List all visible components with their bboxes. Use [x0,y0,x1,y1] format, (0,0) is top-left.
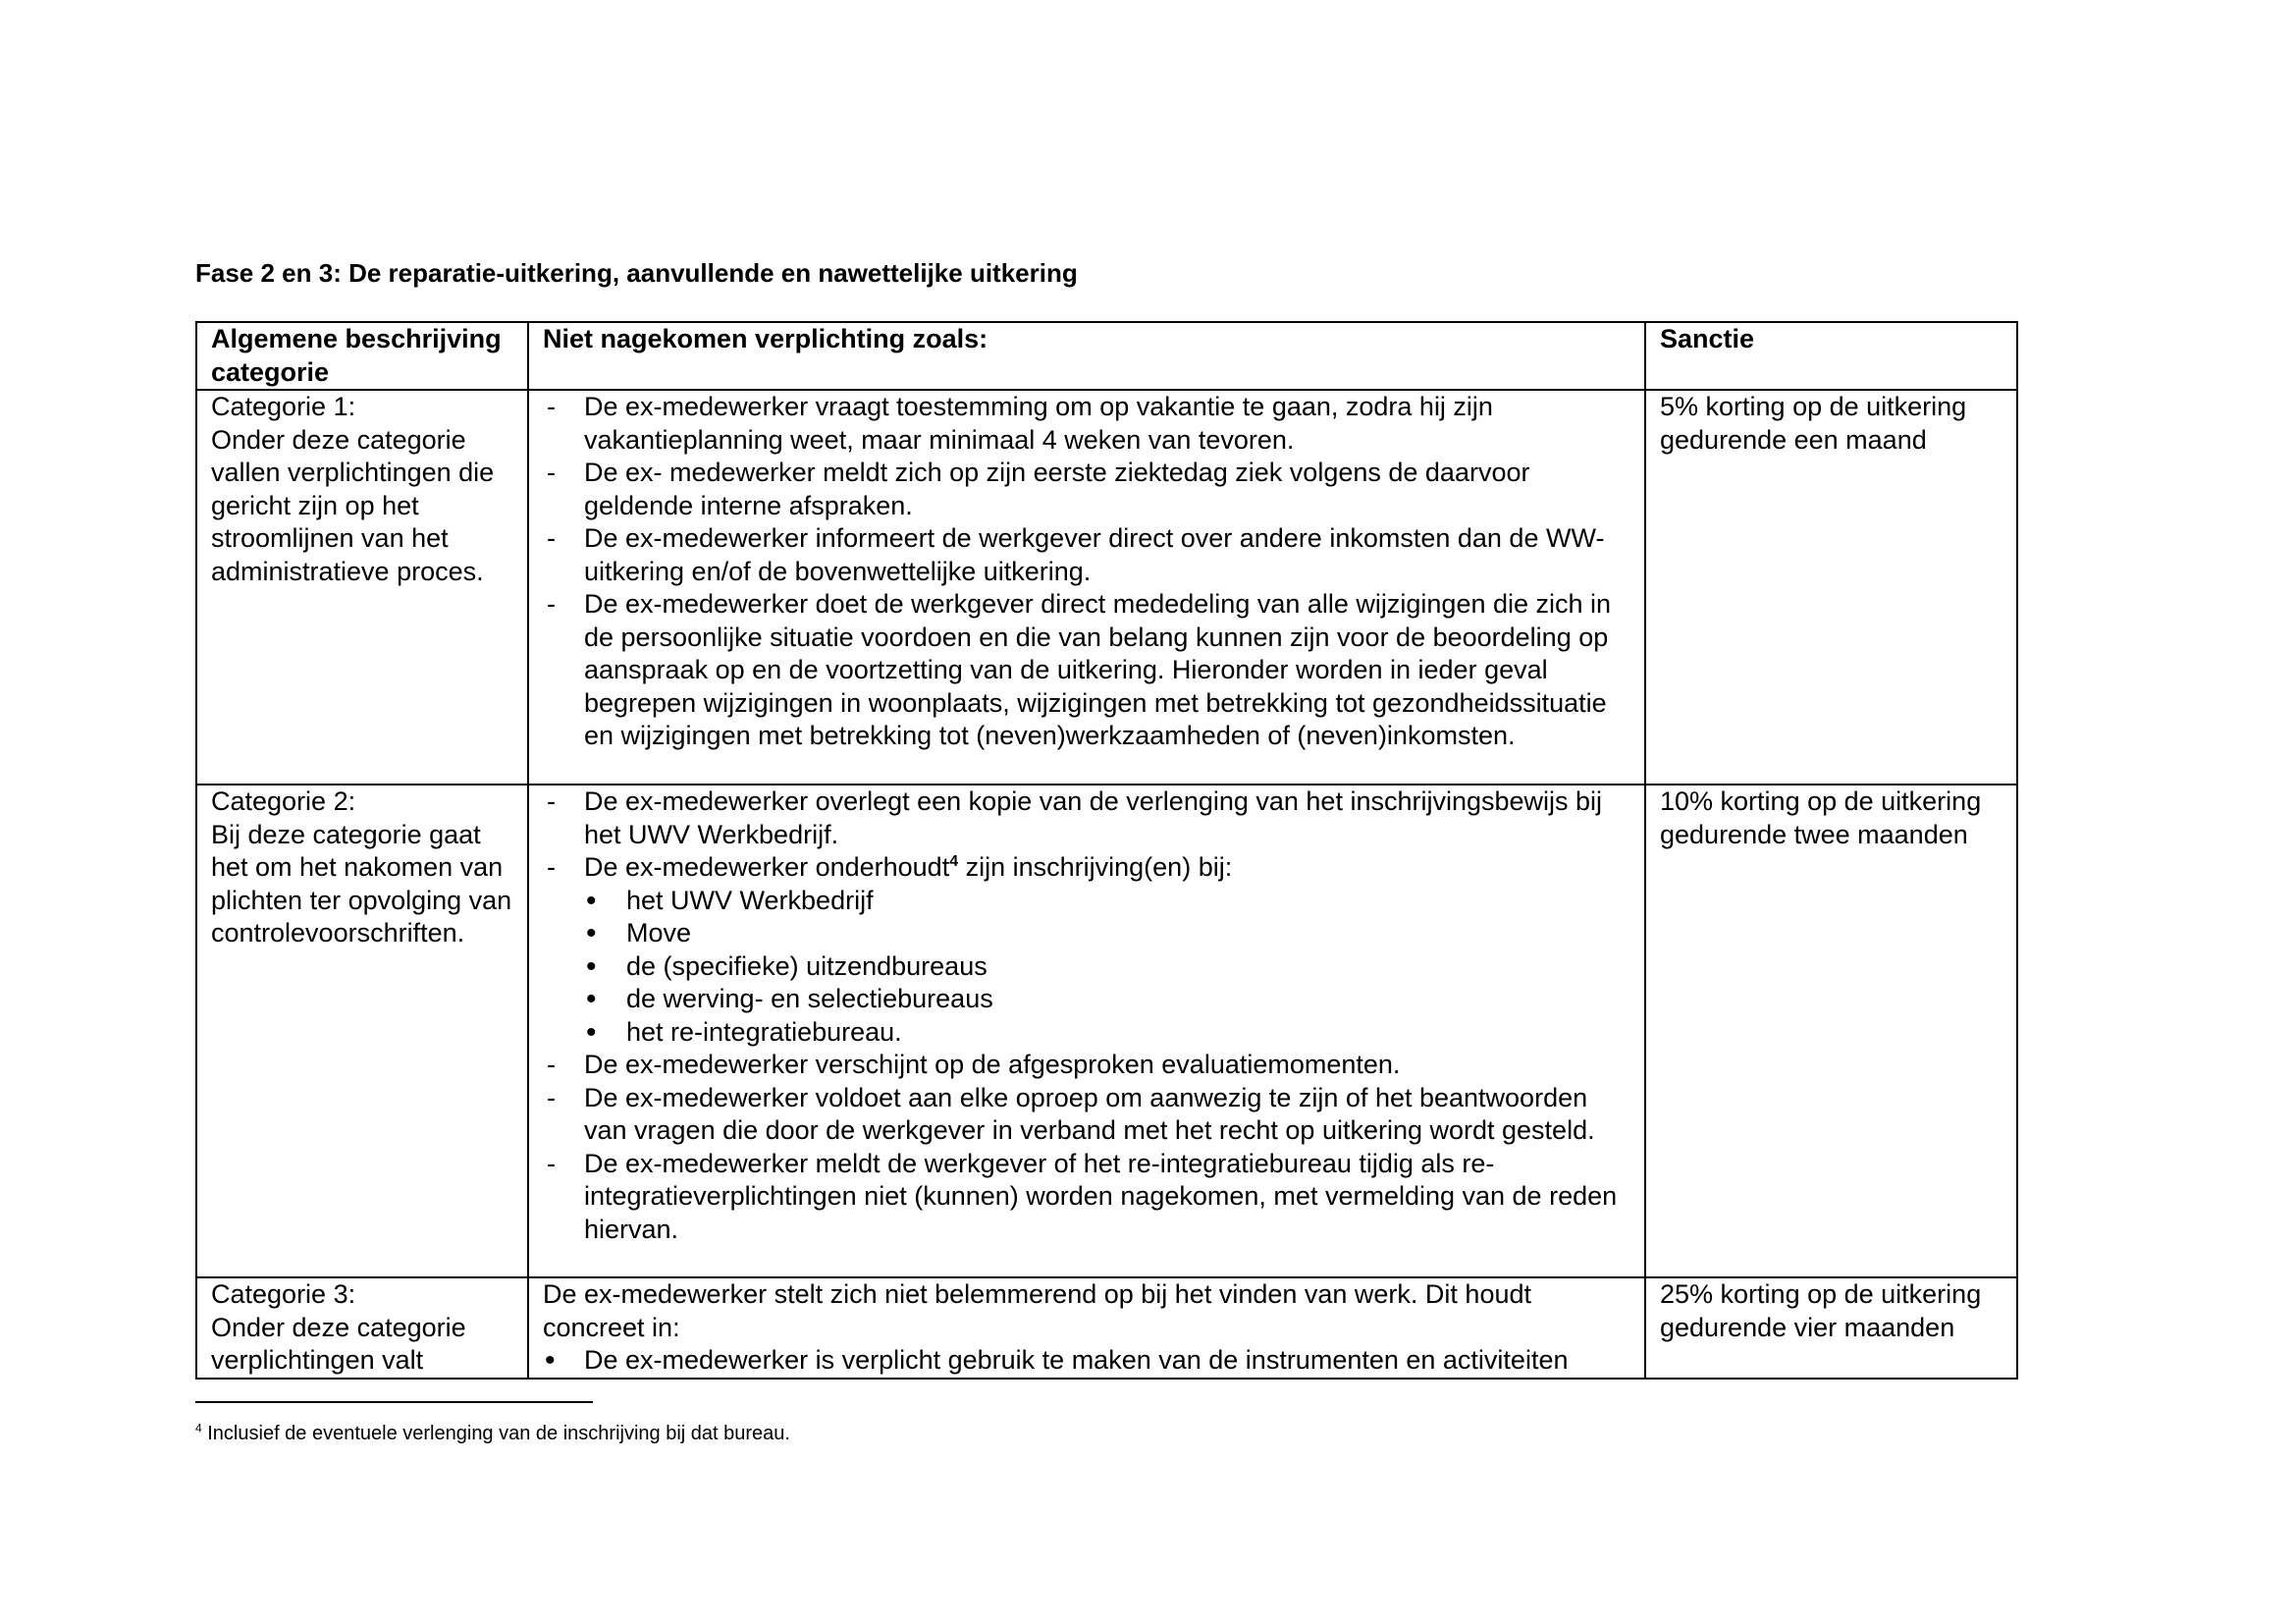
list-item: • het UWV Werkbedrijf [543,885,1630,918]
page-title: Fase 2 en 3: De reparatie-uitkering, aanvullende en nawettelijke uitkering [195,258,1078,288]
category-label: Categorie 1: [211,392,356,421]
obligation-cell [528,785,1645,1277]
footnote-reference: 4 [949,853,959,870]
table-row [196,390,2017,785]
footnote-separator [195,1401,593,1403]
sanction-table [195,321,2018,1380]
list-item: - De ex-medewerker voldoet aan elke oproep om aanwezig te zijn of het beantwoorden van vragen die door de werkgever in verband met het recht op uitkering wordt gesteld. [543,1082,1630,1148]
list-item: - De ex-medewerker overlegt een kopie van de verlenging van het inschrijvingsbewijs bij het UWV Werkbedrijf. [543,785,1630,851]
category-cell [196,1277,528,1379]
list-item: - De ex-medewerker meldt de werkgever of het re-integratiebureau tijdig als re-integratieverplichtingen niet (kunnen) worden nagekomen, met vermelding van de reden hiervan. [543,1148,1630,1247]
list-item: - De ex-medewerker doet de werkgever direct mededeling van alle wijzigingen die zich in de persoonlijke situatie voordoen en die van belang kunnen zijn voor de beoordeling op aanspraak op en de voortzetting van de uitkering. Hieronder worden in ieder geval begrepen wijzigingen in woonplaats, wijzigingen met betrekking tot gezondheidssituatie en wijzigingen met betrekking tot (neven)werkzaamheden of (neven)inkomsten. [543,588,1630,753]
list-item [543,851,1630,1049]
list-item: • Move [543,917,1630,950]
category-cell [196,390,528,785]
header-obligation: Niet nagekomen verplichting zoals: [528,322,1645,390]
sanction-cell: 5% korting op de uitkering gedurende een maand [1645,390,2017,785]
category-cell [196,785,528,1277]
header-sanction: Sanctie [1645,322,2017,390]
list-item: • het re-integratiebureau. [543,1016,1630,1050]
category-label: Categorie 2: [211,786,356,816]
list-item: - De ex-medewerker informeert de werkgever direct over andere inkomsten dan de WW-uitkering en/of de bovenwettelijke uitkering. [543,522,1630,588]
footnote-number: 4 [195,1421,202,1435]
sanction-cell: 10% korting op de uitkering gedurende twee maanden [1645,785,2017,1277]
obligation-list [543,1344,1630,1378]
list-item: • de (specifieke) uitzendbureaus [543,950,1630,984]
category-description: Onder deze categorie verplichtingen valt [211,1312,466,1375]
category-description: Bij deze categorie gaat het om het nakomen van plichten ter opvolging van controlevoorschriften. [211,819,512,947]
obligation-list [543,785,1630,1246]
obligation-text: De ex-medewerker onderhoudt [584,852,950,882]
sanction-cell: 25% korting op de uitkering gedurende vier maanden [1645,1277,2017,1379]
footnote-text: Inclusief de eventuele verlenging van de inschrijving bij dat bureau. [207,1423,790,1444]
list-item: - De ex- medewerker meldt zich op zijn eerste ziektedag ziek volgens de daarvoor geldende interne afspraken. [543,457,1630,522]
obligation-cell [528,390,1645,785]
obligation-list [543,391,1630,753]
list-item: • De ex-medewerker is verplicht gebruik te maken van de instrumenten en activiteiten [543,1344,1630,1378]
obligation-intro: De ex-medewerker stelt zich niet belemmerend op bij het vinden van werk. Dit houdt concreet in: [543,1279,1531,1342]
table-header-row [196,322,2017,390]
header-category: Algemene beschrijving categorie [196,322,528,390]
sub-bullet-list [543,885,1630,1050]
category-description: Onder deze categorie vallen verplichtingen die gericht zijn op het stroomlijnen van het administratieve proces. [211,424,495,586]
obligation-cell [528,1277,1645,1379]
obligation-text: zijn inschrijving(en) bij: [958,852,1233,882]
footnote [195,1421,790,1446]
list-item: - De ex-medewerker verschijnt op de afgesproken evaluatiemomenten. [543,1049,1630,1082]
list-item: • de werving- en selectiebureaus [543,983,1630,1016]
table-row [196,1277,2017,1379]
list-item: - De ex-medewerker vraagt toestemming om op vakantie te gaan, zodra hij zijn vakantieplanning weet, maar minimaal 4 weken van tevoren. [543,391,1630,457]
category-label: Categorie 3: [211,1279,356,1309]
table-row [196,785,2017,1277]
